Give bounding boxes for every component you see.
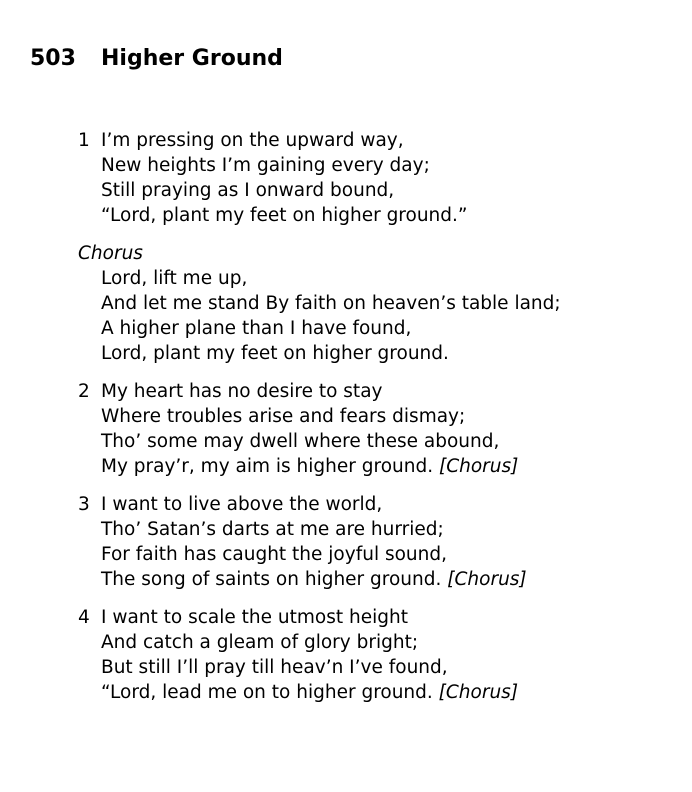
lyric-line	[78, 379, 561, 404]
verse-number: 4	[78, 607, 90, 628]
lyric-line	[78, 454, 561, 479]
lyric-text: New heights I’m gaining every day;	[101, 155, 430, 176]
lyric-text: Where troubles arise and fears dismay;	[101, 406, 466, 427]
lyric-text: Lord, plant my feet on higher ground.	[101, 343, 449, 364]
hymn-number: 503	[30, 46, 76, 71]
lyric-text: I want to live above the world,	[101, 494, 383, 515]
lyric-text: My heart has no desire to stay	[101, 381, 383, 402]
lyric-line	[78, 203, 561, 228]
chorus-reference: [Chorus]	[439, 456, 519, 477]
lyric-line	[78, 517, 561, 542]
lyrics	[78, 128, 561, 718]
lyric-text: “Lord, plant my feet on higher ground.”	[101, 205, 468, 226]
lyric-text: For faith has caught the joyful sound,	[101, 544, 447, 565]
lyric-line	[78, 291, 561, 316]
lyric-text: I want to scale the utmost height	[101, 607, 408, 628]
lyric-line	[78, 128, 561, 153]
verse-number: 3	[78, 494, 90, 515]
lyric-line	[78, 341, 561, 366]
verse-block	[78, 379, 561, 479]
lyric-text: A higher plane than I have found,	[101, 318, 412, 339]
lyric-text: I’m pressing on the upward way,	[101, 130, 404, 151]
lyric-text: Tho’ some may dwell where these abound,	[101, 431, 500, 452]
lyric-line	[78, 429, 561, 454]
lyric-line	[78, 680, 561, 705]
lyric-text: My pray’r, my aim is higher ground.	[101, 456, 434, 477]
lyric-text: The song of saints on higher ground.	[101, 569, 442, 590]
lyric-text: And catch a gleam of glory bright;	[101, 632, 419, 653]
lyric-line	[78, 567, 561, 592]
verse-number: 1	[78, 130, 90, 151]
chorus-reference: [Chorus]	[447, 569, 527, 590]
chorus-block	[78, 241, 561, 366]
lyric-line	[78, 542, 561, 567]
chorus-heading: Chorus	[78, 243, 143, 264]
lyric-line	[78, 153, 561, 178]
verse-block	[78, 492, 561, 592]
lyric-line	[78, 178, 561, 203]
lyric-line	[78, 492, 561, 517]
chorus-reference: [Chorus]	[438, 682, 519, 703]
lyric-line	[78, 655, 561, 680]
verse-block	[78, 605, 561, 705]
lyric-line	[78, 630, 561, 655]
lyric-line	[78, 266, 561, 291]
lyric-text: “Lord, lead me on to higher ground.	[101, 682, 433, 703]
lyric-text: And let me stand By faith on heaven’s table land;	[101, 293, 561, 314]
lyric-line	[78, 316, 561, 341]
lyric-text: But still I’ll pray till heav’n I’ve found,	[101, 657, 448, 678]
hymn-title: Higher Ground	[101, 46, 283, 71]
verse-block	[78, 128, 561, 228]
lyric-text: Still praying as I onward bound,	[101, 180, 395, 201]
lyric-line	[78, 605, 561, 630]
hymn-header	[30, 44, 283, 74]
lyric-text: Lord, lift me up,	[101, 268, 248, 289]
lyric-text: Tho’ Satan’s darts at me are hurried;	[101, 519, 444, 540]
verse-number: 2	[78, 381, 90, 402]
lyric-line	[78, 404, 561, 429]
